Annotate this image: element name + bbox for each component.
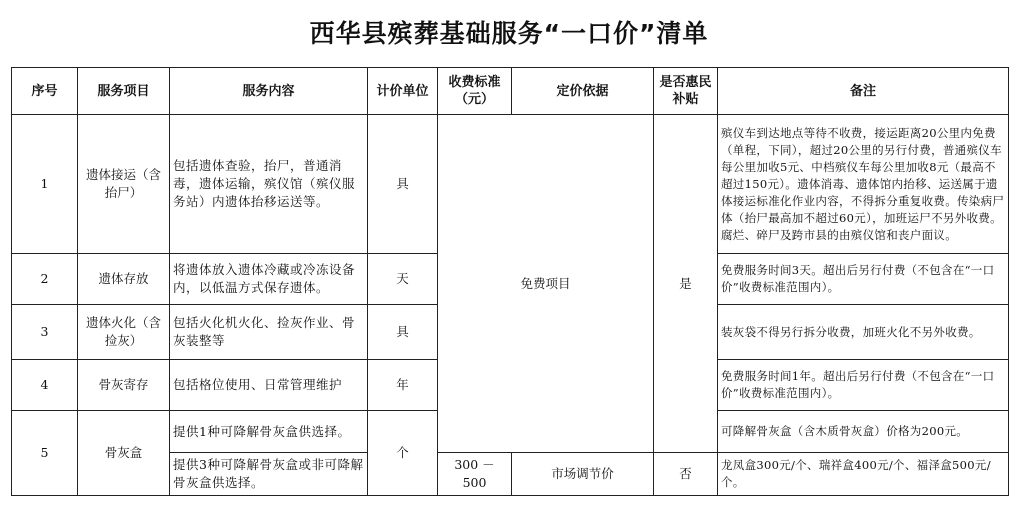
- row-item: 骨灰寄存: [78, 360, 170, 411]
- row-content: 包括格位使用、日常管理维护: [170, 360, 368, 411]
- free-items-cell: 免费项目: [438, 115, 654, 453]
- row-item: 骨灰盒: [78, 411, 170, 496]
- row-subsidy: 否: [654, 453, 718, 496]
- row-remark: 可降解骨灰盒（含木质骨灰盒）价格为200元。: [718, 411, 1009, 453]
- row-unit: 具: [368, 305, 438, 360]
- row-remark: 装灰袋不得另行拆分收费，加班火化不另外收费。: [718, 305, 1009, 360]
- row-basis: 市场调节价: [512, 453, 654, 496]
- row-seq: 3: [12, 305, 78, 360]
- header-unit: 计价单位: [368, 68, 438, 115]
- row-content: 包括火化机火化、捡灰作业、骨灰装整等: [170, 305, 368, 360]
- header-item: 服务项目: [78, 68, 170, 115]
- row-content: 将遗体放入遗体冷藏或冷冻设备内，以低温方式保存遗体。: [170, 254, 368, 305]
- page-title: 西华县殡葬基础服务“一口价”清单: [309, 19, 709, 48]
- header-remark: 备注: [718, 68, 1009, 115]
- header-row: [12, 68, 1009, 115]
- row-remark: 免费服务时间1年。超出后另行付费（不包含在“一口价”收费标准范围内）。: [718, 360, 1009, 411]
- row-remark: 殡仪车到达地点等待不收费，接运距离20公里内免费（单程，下同），超过20公里的另行付费，普通殡仪车每公里加收5元、中档殡仪车每公里加收8元（最高不超过150元）。遗体消毒、遗体馆内抬移、运送属于遗体接运标准化作业内容，不得拆分重复收费。传染病尸体（抬尸最高加不超过60元），加班运尸不另外收费。腐烂、碎尸及跨市县的由殡仪馆和丧户面议。: [718, 115, 1009, 254]
- row-unit: 年: [368, 360, 438, 411]
- subsidy-yes-cell: 是: [654, 115, 718, 453]
- row-content: 提供3种可降解骨灰盒或非可降解骨灰盒供选择。: [170, 453, 368, 496]
- row-content: 包括遗体查验，抬尸，普通消毒，遗体运输，殡仪馆（殡仪服务站）内遗体抬移运送等。: [170, 115, 368, 254]
- header-subsidy: 是否惠民补贴: [654, 68, 718, 115]
- row-unit: 具: [368, 115, 438, 254]
- row-item: 遗体火化（含捡灰）: [78, 305, 170, 360]
- row-content: 提供1种可降解骨灰盒供选择。: [170, 411, 368, 453]
- price-list-table: [11, 67, 1009, 496]
- row-seq: 4: [12, 360, 78, 411]
- row-fee: 300 － 500: [438, 453, 512, 496]
- row-seq: 2: [12, 254, 78, 305]
- row-remark: 龙凤盒300元/个、瑞祥盒400元/个、福泽盒500元/个。: [718, 453, 1009, 496]
- table-row: [12, 115, 1009, 254]
- row-item: 遗体接运（含抬尸）: [78, 115, 170, 254]
- row-unit: 个: [368, 411, 438, 496]
- header-content: 服务内容: [170, 68, 368, 115]
- header-seq: 序号: [12, 68, 78, 115]
- row-seq: 1: [12, 115, 78, 254]
- header-basis: 定价依据: [512, 68, 654, 115]
- header-fee: 收费标准（元）: [438, 68, 512, 115]
- row-item: 遗体存放: [78, 254, 170, 305]
- row-remark: 免费服务时间3天。超出后另行付费（不包含在“一口价”收费标准范围内）。: [718, 254, 1009, 305]
- row-seq: 5: [12, 411, 78, 496]
- row-unit: 天: [368, 254, 438, 305]
